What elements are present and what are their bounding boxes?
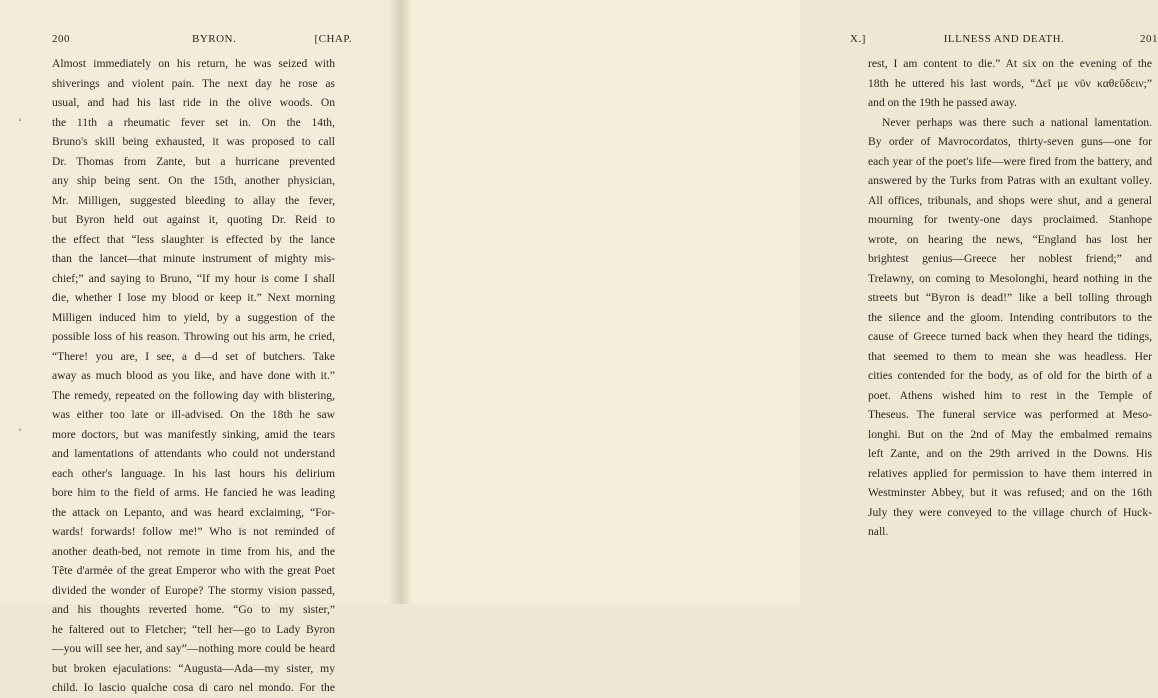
text-line: shiverings and violent pain. The next day he rose as <box>52 76 335 90</box>
text-line: any ship being sent. On the 15th, another physician, <box>52 174 335 187</box>
text-line: “There! you are, I see, a d—d set of butchers. Take <box>52 349 335 363</box>
margin-mark: ‘ <box>18 425 22 439</box>
text-line: usual, and had his last ride in the olive woods. On <box>52 96 335 109</box>
text-line: relatives applied for permission to have them interred in <box>868 466 1152 480</box>
text-line: Never perhaps was there such a national lamentation. <box>882 115 1152 129</box>
text-line: longhi. But on the 2nd of May the embalmed remains <box>868 427 1152 441</box>
text-line: Westminster Abbey, but it was refused; and on the 16th <box>868 486 1152 499</box>
text-line: The remedy, repeated on the following day with blistering, <box>52 388 335 402</box>
text-line: left Zante, and on the 29th arrived in the Downs. His <box>868 447 1152 460</box>
text-line: Almost immediately on his return, he was seized with <box>52 57 335 70</box>
text-line: Theseus. The funeral service was performed at Meso- <box>868 408 1152 421</box>
text-line: —you will see her, and say”—nothing more could be heard <box>52 642 335 655</box>
right-page-number: 201 <box>1140 33 1158 45</box>
left-chapter-marker: [CHAP. <box>314 33 352 45</box>
text-line: the effect that “less slaughter is effected by the lance <box>52 232 335 246</box>
text-line: wrote, on hearing the news, “England has lost her <box>868 232 1152 246</box>
text-line: the attack on Lepanto, and was heard exclaiming, “For- <box>52 505 335 519</box>
text-line: and lamentations of attendants who could not understand <box>52 447 335 460</box>
text-line: another death-bed, not remote in time from his, and the <box>52 544 335 558</box>
text-line: Dr. Thomas from Zante, but a hurricane prevented <box>52 154 335 168</box>
text-line: more doctors, but was manifestly sinking, amid the tears <box>52 427 335 441</box>
text-line: bore him to the field of arms. He fancied he was leading <box>52 486 335 499</box>
left-page <box>0 0 400 694</box>
left-page-number: 200 <box>52 33 70 45</box>
text-line: poet. Athens wished him to rest in the Temple of <box>868 388 1152 402</box>
margin-mark: ‘ <box>18 115 22 129</box>
text-line: Trelawny, on coming to Mesolonghi, heard nothing in the <box>868 271 1152 285</box>
text-line: but broken ejaculations: “Augusta—Ada—my sister, my <box>52 661 335 675</box>
text-line: the silence and the gloom. Intending contributors to the <box>868 310 1152 324</box>
text-line: mourning for twenty-one days proclaimed. Stanhope <box>868 213 1152 226</box>
text-line: Bruno's skill being exhausted, it was proposed to call <box>52 135 335 148</box>
right-page <box>400 0 1158 604</box>
text-line: than the lancet—that minute instrument of mighty mis- <box>52 252 335 265</box>
text-line: the 11th a rheumatic fever set in. On the 14th, <box>52 115 335 129</box>
text-line: rest, I am content to die.” At six on the evening of the <box>868 57 1152 70</box>
text-line: each other's language. In his last hours his delirium <box>52 466 335 480</box>
text-line: die, whether I lose my blood or keep it.” Next morning <box>52 291 335 304</box>
text-line: and on the 19th he passed away. <box>868 96 1017 109</box>
text-line: Tête d'armée of the great Emperor who with the great Poet <box>52 564 335 577</box>
text-line: By order of Mavrocordatos, thirty-seven guns—one for <box>868 135 1152 148</box>
text-line: brightest genius—Greece her noblest friend;” and <box>868 252 1152 265</box>
text-line: July they were conveyed to the village church of Huck- <box>868 505 1152 519</box>
right-chapter-marker: X.] <box>850 33 866 45</box>
text-line: possible loss of his reason. Throwing out his arm, he cried, <box>52 330 335 343</box>
right-body-text <box>868 54 1152 542</box>
text-line: Mr. Milligen, suggested bleeding to allay the fever, <box>52 193 335 207</box>
text-line: nall. <box>868 525 889 538</box>
text-line: each year of the poet's life—were fired from the battery, and <box>868 154 1152 168</box>
text-line: but Byron held out against it, quoting Dr. Reid to <box>52 213 335 226</box>
text-line: that seemed to them to mean she was headless. Her <box>868 349 1152 363</box>
text-line: divided the wonder of Europe? The stormy vision passed, <box>52 583 335 597</box>
text-line: streets but “Byron is dead!” like a bell tolling through <box>868 291 1152 304</box>
left-running-title: BYRON. <box>192 33 237 45</box>
text-line: he faltered out to Fletcher; “tell her—go to Lady Byron <box>52 622 335 636</box>
text-line: 18th he uttered his last words, “Δεῖ με νῦν καθεὕδειν;” <box>868 76 1152 90</box>
text-line: cities contended for the body, as of old for the birth of a <box>868 369 1152 382</box>
text-line: and his thoughts reverted home. “Go to my sister,” <box>52 603 335 616</box>
text-line: chief;” and saying to Bruno, “If my hour is come I shall <box>52 271 335 285</box>
text-line: child. Io lascio qualche cosa di caro nel mondo. For the <box>52 681 335 694</box>
text-line: was either too late or ill-advised. On the 18th he saw <box>52 408 335 421</box>
right-running-title: ILLNESS AND DEATH. <box>943 33 1065 45</box>
text-line: Milligen induced him to yield, by a suggestion of the <box>52 310 335 324</box>
left-body-text <box>52 54 335 698</box>
text-line: cause of Greece turned back when they heard the tidings, <box>868 330 1152 343</box>
text-line: wards! forwards! follow me!” Who is not reminded of <box>52 525 335 538</box>
text-line: All offices, tribunals, and shops were shut, and a general <box>868 193 1152 207</box>
text-line: away as much blood as you like, and have done with it.” <box>52 369 335 382</box>
text-line: answered by the Turks from Patras with an exultant volley. <box>868 174 1152 187</box>
